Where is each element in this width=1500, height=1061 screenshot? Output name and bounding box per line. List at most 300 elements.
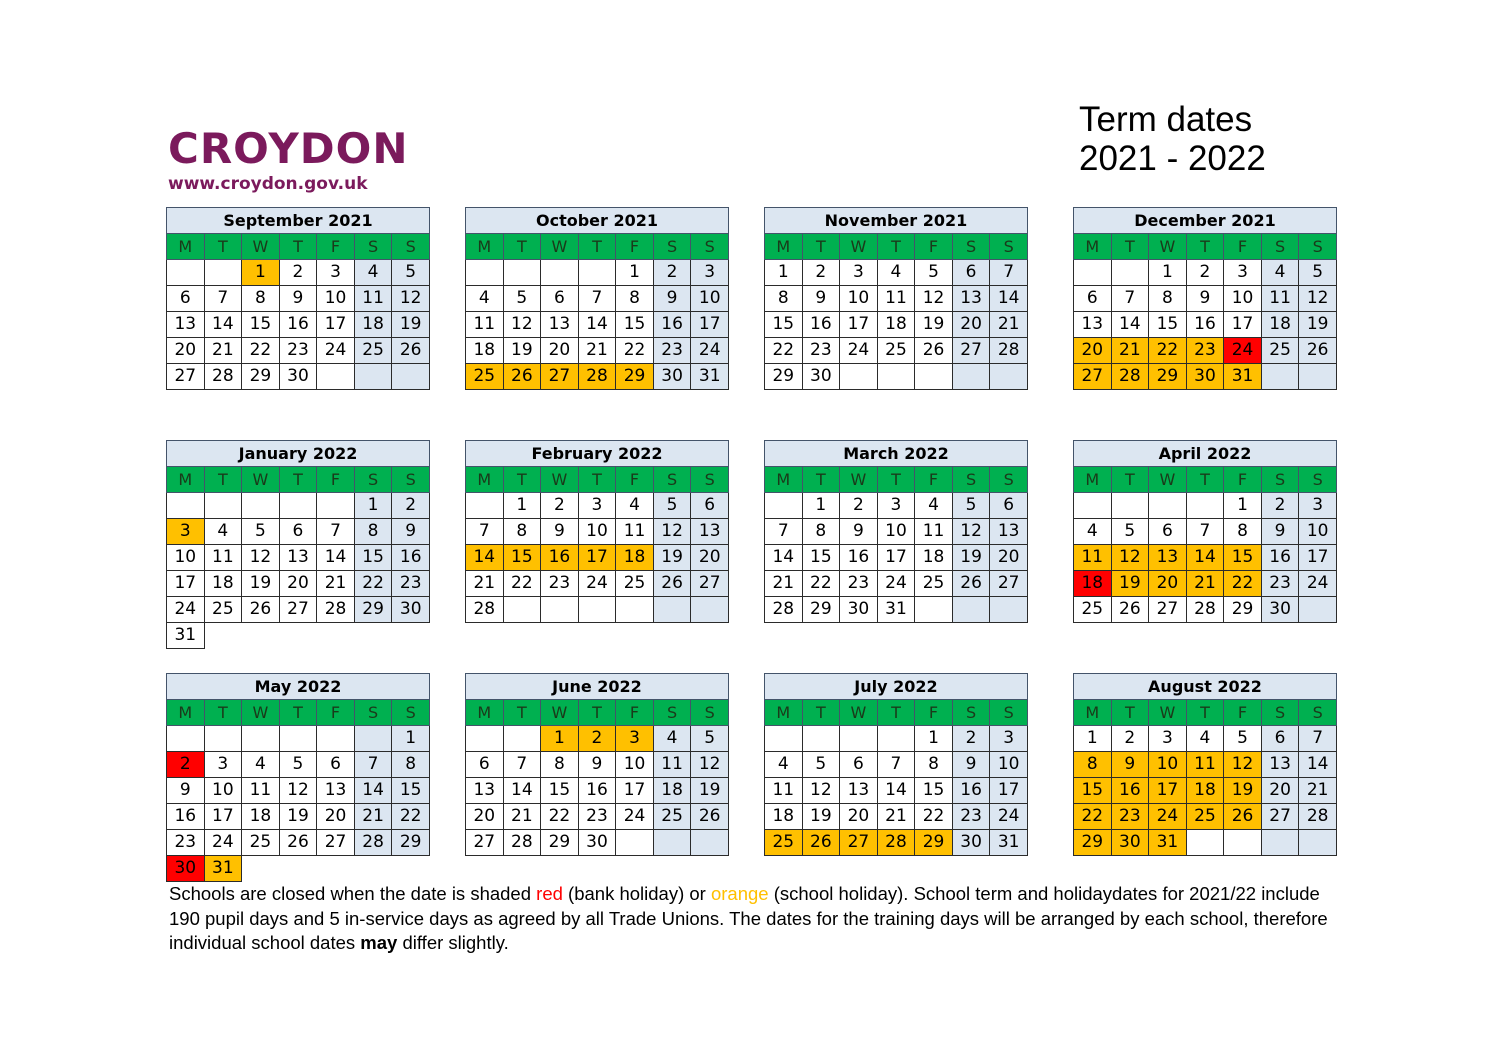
day-cell: 8 xyxy=(1224,519,1262,545)
weekday-header: T xyxy=(802,467,840,493)
weekday-header: T xyxy=(578,700,616,726)
day-cell: 18 xyxy=(1186,778,1224,804)
day-cell: 22 xyxy=(503,571,541,597)
day-cell: 30 xyxy=(167,856,205,882)
day-cell: 24 xyxy=(1149,804,1187,830)
day-cell: 16 xyxy=(840,545,878,571)
day-cell: 26 xyxy=(503,364,541,390)
day-cell: 31 xyxy=(167,623,205,649)
day-cell: 22 xyxy=(765,338,803,364)
day-cell: 12 xyxy=(392,286,430,312)
day-cell: 25 xyxy=(1261,338,1299,364)
day-cell: 31 xyxy=(204,856,242,882)
day-cell: 19 xyxy=(1299,312,1337,338)
day-cell: 18 xyxy=(242,804,280,830)
day-cell: 3 xyxy=(204,752,242,778)
day-cell: 30 xyxy=(1186,364,1224,390)
day-cell: 12 xyxy=(1111,545,1149,571)
day-cell: 2 xyxy=(1186,260,1224,286)
day-cell: 30 xyxy=(279,364,317,390)
day-cell: 23 xyxy=(578,804,616,830)
day-cell: 23 xyxy=(392,571,430,597)
day-cell: 11 xyxy=(1074,545,1112,571)
day-cell: 2 xyxy=(541,493,579,519)
day-cell: 16 xyxy=(1111,778,1149,804)
month-title: May 2022 xyxy=(167,674,430,700)
weekday-header: S xyxy=(952,700,990,726)
day-cell: 22 xyxy=(242,338,280,364)
month-title: April 2022 xyxy=(1074,441,1337,467)
weekday-header: S xyxy=(392,234,430,260)
day-cell: 12 xyxy=(1224,752,1262,778)
empty-cell xyxy=(354,364,392,390)
day-cell: 13 xyxy=(990,519,1028,545)
day-cell: 14 xyxy=(1111,312,1149,338)
day-cell: 28 xyxy=(990,338,1028,364)
empty-cell xyxy=(1149,493,1187,519)
blank-space xyxy=(392,623,430,649)
note-part2: (bank holiday) or xyxy=(562,883,711,904)
day-cell: 4 xyxy=(466,286,504,312)
empty-cell xyxy=(242,493,280,519)
day-cell: 25 xyxy=(466,364,504,390)
day-cell: 17 xyxy=(204,804,242,830)
month-title: November 2021 xyxy=(765,208,1028,234)
day-cell: 16 xyxy=(1186,312,1224,338)
weekday-header: W xyxy=(242,234,280,260)
day-cell: 27 xyxy=(990,571,1028,597)
empty-cell xyxy=(466,726,504,752)
day-cell: 11 xyxy=(915,519,953,545)
month-calendar xyxy=(465,207,729,390)
month-title: December 2021 xyxy=(1074,208,1337,234)
day-cell: 18 xyxy=(616,545,654,571)
empty-cell xyxy=(653,597,691,623)
empty-cell xyxy=(354,726,392,752)
day-cell: 12 xyxy=(691,752,729,778)
day-cell: 4 xyxy=(915,493,953,519)
day-cell: 2 xyxy=(392,493,430,519)
day-cell: 21 xyxy=(990,312,1028,338)
day-cell: 10 xyxy=(1299,519,1337,545)
empty-cell xyxy=(317,726,355,752)
empty-cell xyxy=(167,260,205,286)
weekday-header: T xyxy=(802,234,840,260)
day-cell: 27 xyxy=(1261,804,1299,830)
month-calendar xyxy=(166,207,430,390)
day-cell: 27 xyxy=(541,364,579,390)
empty-cell xyxy=(317,493,355,519)
empty-cell xyxy=(877,364,915,390)
day-cell: 9 xyxy=(541,519,579,545)
day-cell: 1 xyxy=(616,260,654,286)
day-cell: 27 xyxy=(691,571,729,597)
weekday-header: T xyxy=(204,234,242,260)
weekday-header: F xyxy=(616,234,654,260)
day-cell: 26 xyxy=(691,804,729,830)
day-cell: 26 xyxy=(242,597,280,623)
weekday-header: W xyxy=(1149,234,1187,260)
empty-cell xyxy=(1111,260,1149,286)
day-cell: 28 xyxy=(765,597,803,623)
day-cell: 20 xyxy=(167,338,205,364)
day-cell: 26 xyxy=(392,338,430,364)
empty-cell xyxy=(167,493,205,519)
day-cell: 4 xyxy=(765,752,803,778)
day-cell: 21 xyxy=(765,571,803,597)
day-cell: 14 xyxy=(765,545,803,571)
day-cell: 5 xyxy=(952,493,990,519)
weekday-header: W xyxy=(1149,467,1187,493)
weekday-header: T xyxy=(877,467,915,493)
day-cell: 25 xyxy=(204,597,242,623)
day-cell: 22 xyxy=(1074,804,1112,830)
day-cell: 27 xyxy=(952,338,990,364)
empty-cell xyxy=(541,597,579,623)
day-cell: 8 xyxy=(915,752,953,778)
empty-cell xyxy=(1261,364,1299,390)
day-cell: 3 xyxy=(578,493,616,519)
empty-cell xyxy=(840,364,878,390)
day-cell: 24 xyxy=(616,804,654,830)
weekday-header: S xyxy=(990,700,1028,726)
empty-cell xyxy=(466,260,504,286)
day-cell: 7 xyxy=(877,752,915,778)
day-cell: 31 xyxy=(1224,364,1262,390)
day-cell: 4 xyxy=(653,726,691,752)
day-cell: 24 xyxy=(877,571,915,597)
note-orange-word: orange xyxy=(710,883,769,904)
day-cell: 13 xyxy=(466,778,504,804)
month-calendar xyxy=(166,673,430,882)
title-line2: 2021 - 2022 xyxy=(1079,139,1266,178)
day-cell: 14 xyxy=(578,312,616,338)
day-cell: 19 xyxy=(503,338,541,364)
day-cell: 20 xyxy=(1074,338,1112,364)
day-cell: 25 xyxy=(1074,597,1112,623)
blank-space xyxy=(354,856,392,882)
day-cell: 23 xyxy=(167,830,205,856)
month-calendar xyxy=(1073,673,1337,856)
day-cell: 8 xyxy=(616,286,654,312)
day-cell: 11 xyxy=(354,286,392,312)
weekday-header: T xyxy=(204,467,242,493)
note-red-word: red xyxy=(536,883,563,904)
day-cell: 7 xyxy=(1299,726,1337,752)
day-cell: 13 xyxy=(1149,545,1187,571)
day-cell: 13 xyxy=(167,312,205,338)
day-cell: 4 xyxy=(877,260,915,286)
day-cell: 28 xyxy=(1186,597,1224,623)
day-cell: 22 xyxy=(1224,571,1262,597)
day-cell: 23 xyxy=(1261,571,1299,597)
weekday-header: M xyxy=(167,467,205,493)
day-cell: 3 xyxy=(1224,260,1262,286)
day-cell: 13 xyxy=(541,312,579,338)
empty-cell xyxy=(877,726,915,752)
day-cell: 22 xyxy=(354,571,392,597)
day-cell: 8 xyxy=(1074,752,1112,778)
weekday-header: S xyxy=(1299,467,1337,493)
day-cell: 28 xyxy=(466,597,504,623)
blank-space xyxy=(392,856,430,882)
day-cell: 28 xyxy=(1299,804,1337,830)
day-cell: 30 xyxy=(802,364,840,390)
day-cell: 21 xyxy=(317,571,355,597)
day-cell: 20 xyxy=(840,804,878,830)
empty-cell xyxy=(466,493,504,519)
day-cell: 15 xyxy=(354,545,392,571)
day-cell: 17 xyxy=(616,778,654,804)
month-calendar xyxy=(166,440,430,649)
day-cell: 14 xyxy=(1186,545,1224,571)
day-cell: 15 xyxy=(802,545,840,571)
empty-cell xyxy=(952,597,990,623)
day-cell: 29 xyxy=(1074,830,1112,856)
weekday-header: W xyxy=(1149,700,1187,726)
day-cell: 22 xyxy=(802,571,840,597)
month-title: February 2022 xyxy=(466,441,729,467)
day-cell: 14 xyxy=(503,778,541,804)
empty-cell xyxy=(578,260,616,286)
page-title xyxy=(1079,100,1266,178)
empty-cell xyxy=(616,830,654,856)
weekday-header: M xyxy=(167,700,205,726)
day-cell: 28 xyxy=(317,597,355,623)
day-cell: 28 xyxy=(204,364,242,390)
weekday-header: T xyxy=(279,467,317,493)
month-title: September 2021 xyxy=(167,208,430,234)
day-cell: 27 xyxy=(317,830,355,856)
month-calendar xyxy=(764,440,1028,623)
empty-cell xyxy=(1111,493,1149,519)
day-cell: 13 xyxy=(691,519,729,545)
day-cell: 4 xyxy=(1261,260,1299,286)
day-cell: 29 xyxy=(354,597,392,623)
day-cell: 13 xyxy=(840,778,878,804)
day-cell: 2 xyxy=(279,260,317,286)
day-cell: 7 xyxy=(466,519,504,545)
day-cell: 12 xyxy=(802,778,840,804)
day-cell: 10 xyxy=(840,286,878,312)
day-cell: 23 xyxy=(541,571,579,597)
day-cell: 11 xyxy=(204,545,242,571)
day-cell: 6 xyxy=(317,752,355,778)
weekday-header: T xyxy=(503,234,541,260)
day-cell: 25 xyxy=(354,338,392,364)
day-cell: 26 xyxy=(1299,338,1337,364)
day-cell: 22 xyxy=(616,338,654,364)
day-cell: 26 xyxy=(915,338,953,364)
empty-cell xyxy=(616,597,654,623)
day-cell: 24 xyxy=(1299,571,1337,597)
day-cell: 18 xyxy=(204,571,242,597)
day-cell: 15 xyxy=(392,778,430,804)
day-cell: 3 xyxy=(616,726,654,752)
day-cell: 7 xyxy=(317,519,355,545)
day-cell: 15 xyxy=(1074,778,1112,804)
empty-cell xyxy=(204,726,242,752)
empty-cell xyxy=(915,597,953,623)
day-cell: 25 xyxy=(616,571,654,597)
day-cell: 21 xyxy=(1186,571,1224,597)
day-cell: 2 xyxy=(952,726,990,752)
day-cell: 26 xyxy=(952,571,990,597)
note-part3: (school holiday). School term and holidaydates for 2021/22 include 190 pupil days and 5 in-service days as agreed by all Trade Unions. The dates for the training days will be arranged by each school, therefore individual school dates xyxy=(169,883,1328,953)
day-cell: 24 xyxy=(204,830,242,856)
month-calendar xyxy=(1073,207,1337,390)
weekday-header: F xyxy=(317,234,355,260)
day-cell: 6 xyxy=(167,286,205,312)
weekday-header: T xyxy=(503,700,541,726)
weekday-header: W xyxy=(840,234,878,260)
day-cell: 3 xyxy=(1149,726,1187,752)
day-cell: 1 xyxy=(392,726,430,752)
day-cell: 23 xyxy=(653,338,691,364)
day-cell: 7 xyxy=(204,286,242,312)
empty-cell xyxy=(1074,493,1112,519)
logo-wordmark: CROYDON xyxy=(168,124,409,173)
day-cell: 11 xyxy=(1261,286,1299,312)
day-cell: 2 xyxy=(167,752,205,778)
day-cell: 30 xyxy=(952,830,990,856)
month-calendar xyxy=(764,673,1028,856)
weekday-header: F xyxy=(1224,700,1262,726)
day-cell: 19 xyxy=(392,312,430,338)
day-cell: 8 xyxy=(392,752,430,778)
day-cell: 30 xyxy=(1111,830,1149,856)
day-cell: 17 xyxy=(877,545,915,571)
weekday-header: S xyxy=(952,234,990,260)
day-cell: 6 xyxy=(840,752,878,778)
day-cell: 2 xyxy=(840,493,878,519)
day-cell: 26 xyxy=(802,830,840,856)
day-cell: 5 xyxy=(653,493,691,519)
note-part4: differ slightly. xyxy=(397,932,509,953)
day-cell: 17 xyxy=(167,571,205,597)
blank-space xyxy=(279,856,317,882)
weekday-header: T xyxy=(877,700,915,726)
day-cell: 20 xyxy=(952,312,990,338)
day-cell: 6 xyxy=(952,260,990,286)
month-calendar xyxy=(465,440,729,623)
day-cell: 18 xyxy=(653,778,691,804)
day-cell: 1 xyxy=(765,260,803,286)
day-cell: 6 xyxy=(1261,726,1299,752)
day-cell: 19 xyxy=(802,804,840,830)
weekday-header: F xyxy=(1224,234,1262,260)
day-cell: 29 xyxy=(616,364,654,390)
blank-space xyxy=(279,623,317,649)
blank-space xyxy=(242,856,280,882)
empty-cell xyxy=(503,726,541,752)
empty-cell xyxy=(279,493,317,519)
day-cell: 26 xyxy=(653,571,691,597)
empty-cell xyxy=(204,260,242,286)
day-cell: 4 xyxy=(204,519,242,545)
day-cell: 11 xyxy=(616,519,654,545)
day-cell: 29 xyxy=(802,597,840,623)
day-cell: 29 xyxy=(1224,597,1262,623)
day-cell: 8 xyxy=(242,286,280,312)
empty-cell xyxy=(167,726,205,752)
day-cell: 15 xyxy=(1149,312,1187,338)
day-cell: 8 xyxy=(541,752,579,778)
day-cell: 9 xyxy=(167,778,205,804)
day-cell: 10 xyxy=(616,752,654,778)
day-cell: 26 xyxy=(1224,804,1262,830)
day-cell: 21 xyxy=(1299,778,1337,804)
day-cell: 22 xyxy=(1149,338,1187,364)
day-cell: 20 xyxy=(317,804,355,830)
day-cell: 14 xyxy=(990,286,1028,312)
day-cell: 1 xyxy=(242,260,280,286)
day-cell: 5 xyxy=(392,260,430,286)
weekday-header: S xyxy=(354,234,392,260)
weekday-header: W xyxy=(541,234,579,260)
day-cell: 24 xyxy=(578,571,616,597)
weekday-header: S xyxy=(354,700,392,726)
day-cell: 8 xyxy=(354,519,392,545)
empty-cell xyxy=(392,364,430,390)
day-cell: 19 xyxy=(1111,571,1149,597)
weekday-header: S xyxy=(653,234,691,260)
weekday-header: T xyxy=(802,700,840,726)
weekday-header: T xyxy=(503,467,541,493)
weekday-header: S xyxy=(653,700,691,726)
day-cell: 5 xyxy=(802,752,840,778)
day-cell: 18 xyxy=(765,804,803,830)
day-cell: 20 xyxy=(466,804,504,830)
day-cell: 11 xyxy=(877,286,915,312)
weekday-header: S xyxy=(990,467,1028,493)
day-cell: 10 xyxy=(990,752,1028,778)
empty-cell xyxy=(1186,493,1224,519)
day-cell: 28 xyxy=(503,830,541,856)
day-cell: 17 xyxy=(1149,778,1187,804)
day-cell: 5 xyxy=(279,752,317,778)
day-cell: 25 xyxy=(242,830,280,856)
day-cell: 27 xyxy=(1149,597,1187,623)
day-cell: 20 xyxy=(691,545,729,571)
legend-note xyxy=(169,882,1349,956)
day-cell: 28 xyxy=(1111,364,1149,390)
day-cell: 12 xyxy=(1299,286,1337,312)
day-cell: 7 xyxy=(1186,519,1224,545)
day-cell: 16 xyxy=(578,778,616,804)
day-cell: 7 xyxy=(990,260,1028,286)
weekday-header: F xyxy=(915,234,953,260)
empty-cell xyxy=(578,597,616,623)
day-cell: 10 xyxy=(691,286,729,312)
day-cell: 20 xyxy=(1261,778,1299,804)
day-cell: 13 xyxy=(279,545,317,571)
day-cell: 21 xyxy=(354,804,392,830)
day-cell: 15 xyxy=(242,312,280,338)
weekday-header: S xyxy=(691,700,729,726)
title-line1: Term dates xyxy=(1079,100,1253,139)
croydon-logo xyxy=(168,126,409,194)
empty-cell xyxy=(990,597,1028,623)
day-cell: 16 xyxy=(653,312,691,338)
day-cell: 27 xyxy=(279,597,317,623)
day-cell: 10 xyxy=(578,519,616,545)
day-cell: 14 xyxy=(877,778,915,804)
weekday-header: T xyxy=(1111,234,1149,260)
day-cell: 30 xyxy=(1261,597,1299,623)
day-cell: 13 xyxy=(952,286,990,312)
weekday-header: T xyxy=(1186,234,1224,260)
